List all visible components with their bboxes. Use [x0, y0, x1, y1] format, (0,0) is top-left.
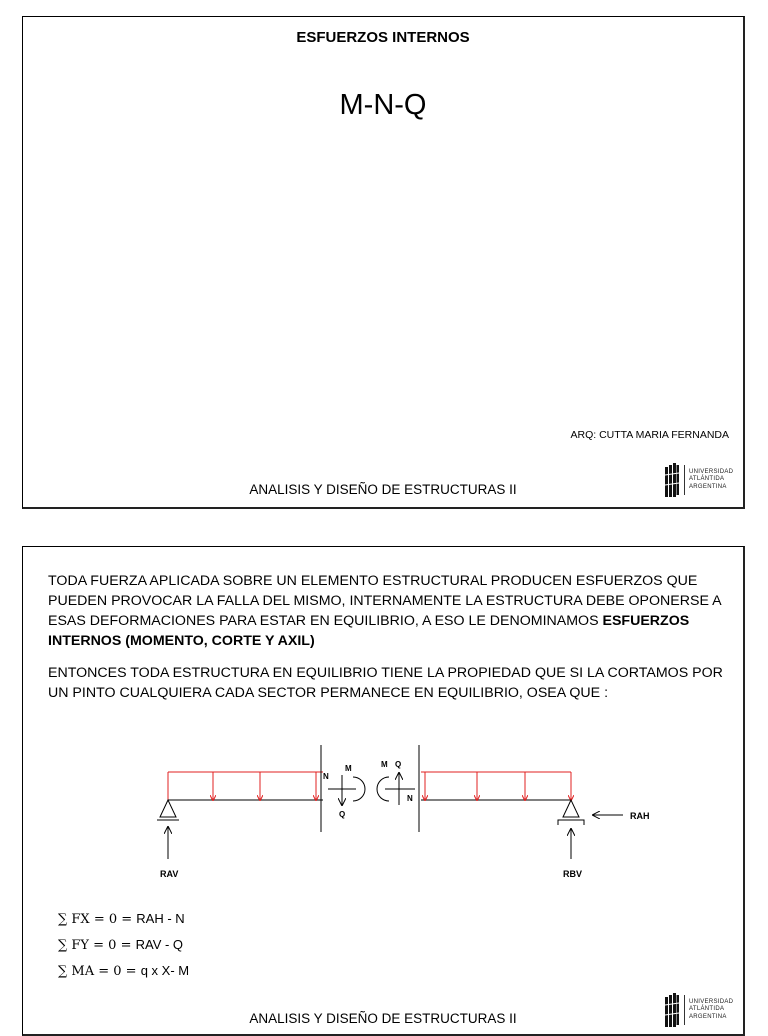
slide-subtitle: M-N-Q [339, 89, 427, 121]
slide-title: ESFUERZOS INTERNOS [296, 29, 470, 46]
equation-fy [58, 937, 183, 953]
m-left-label: M [345, 764, 352, 773]
equation-fx [58, 911, 185, 927]
logo-line: ARGENTINA [689, 483, 727, 490]
rav-label: RAV [160, 869, 179, 879]
intro-paragraph [48, 571, 728, 651]
beam-diagram [23, 737, 743, 897]
right-beam-segment [419, 745, 571, 832]
logo-text [689, 469, 733, 492]
slide-footer: ANALISIS Y DISEÑO DE ESTRUCTURAS II [249, 1011, 517, 1026]
university-logo-icon [665, 463, 679, 497]
university-logo-icon [665, 993, 679, 1027]
support-a [157, 800, 179, 859]
n-right-label: N [407, 794, 413, 803]
equation-ma [58, 963, 189, 979]
intro-paragraph-text: TODA FUERZA APLICADA SOBRE UN ELEMENTO ESTRUCTURAL PRODUCEN ESFUERZOS QUE PUEDEN PROVOCAR LA FALLA DEL MISMO, INTERNAMENTE LA ESTRUCTURA DEBE OPONERSE A ESAS DEFORMACIONES PARA ESTAR EN EQUILIBRIO, A ESO LE DENOMINAMOS [48, 573, 721, 629]
author-credit: ARQ: CUTTA MARIA FERNANDA [570, 429, 729, 441]
equation-lhs: ∑ FX = 0 = [58, 912, 137, 927]
right-internal-forces [377, 760, 415, 805]
equation-rhs: q x X- M [140, 963, 190, 978]
logo-divider [684, 995, 685, 1025]
logo-line: ATLÁNTIDA [689, 476, 725, 483]
slide-2 [22, 546, 745, 1036]
logo-text [689, 999, 733, 1022]
logo-line: ATLÁNTIDA [689, 1006, 725, 1013]
slide-1 [22, 16, 745, 509]
logo-divider [684, 465, 685, 495]
equation-lhs: ∑ MA = 0 = [58, 964, 141, 979]
equation-rhs: RAH - N [136, 911, 185, 926]
university-logo [665, 463, 733, 497]
left-internal-forces [323, 764, 365, 819]
university-logo [665, 993, 733, 1027]
equation-rhs: RAV - Q [135, 937, 184, 952]
q-left-label: Q [339, 810, 346, 819]
logo-line: ARGENTINA [689, 1013, 727, 1020]
logo-line: UNIVERSIDAD [689, 468, 734, 475]
rbv-label: RBV [563, 869, 583, 879]
n-left-label: N [323, 772, 329, 781]
rah-label: RAH [630, 811, 650, 821]
logo-line: UNIVERSIDAD [689, 998, 734, 1005]
m-right-label: M [381, 760, 388, 769]
equilibrium-paragraph: ENTONCES TODA ESTRUCTURA EN EQUILIBRIO TIENE LA PROPIEDAD QUE SI LA CORTAMOS POR UN PINTO CUALQUIERA CADA SECTOR PERMANECE EN EQUILIBRIO, OSEA QUE : [48, 665, 723, 701]
slide-footer: ANALISIS Y DISEÑO DE ESTRUCTURAS II [249, 482, 517, 497]
left-beam-segment [168, 745, 323, 832]
intro-paragraph-bold: ESFUERZOS INTERNOS (MOMENTO, CORTE Y AXIL) [48, 613, 690, 649]
support-b [558, 800, 623, 859]
equation-lhs: ∑ FY = 0 = [58, 938, 136, 953]
q-right-label: Q [395, 760, 402, 769]
